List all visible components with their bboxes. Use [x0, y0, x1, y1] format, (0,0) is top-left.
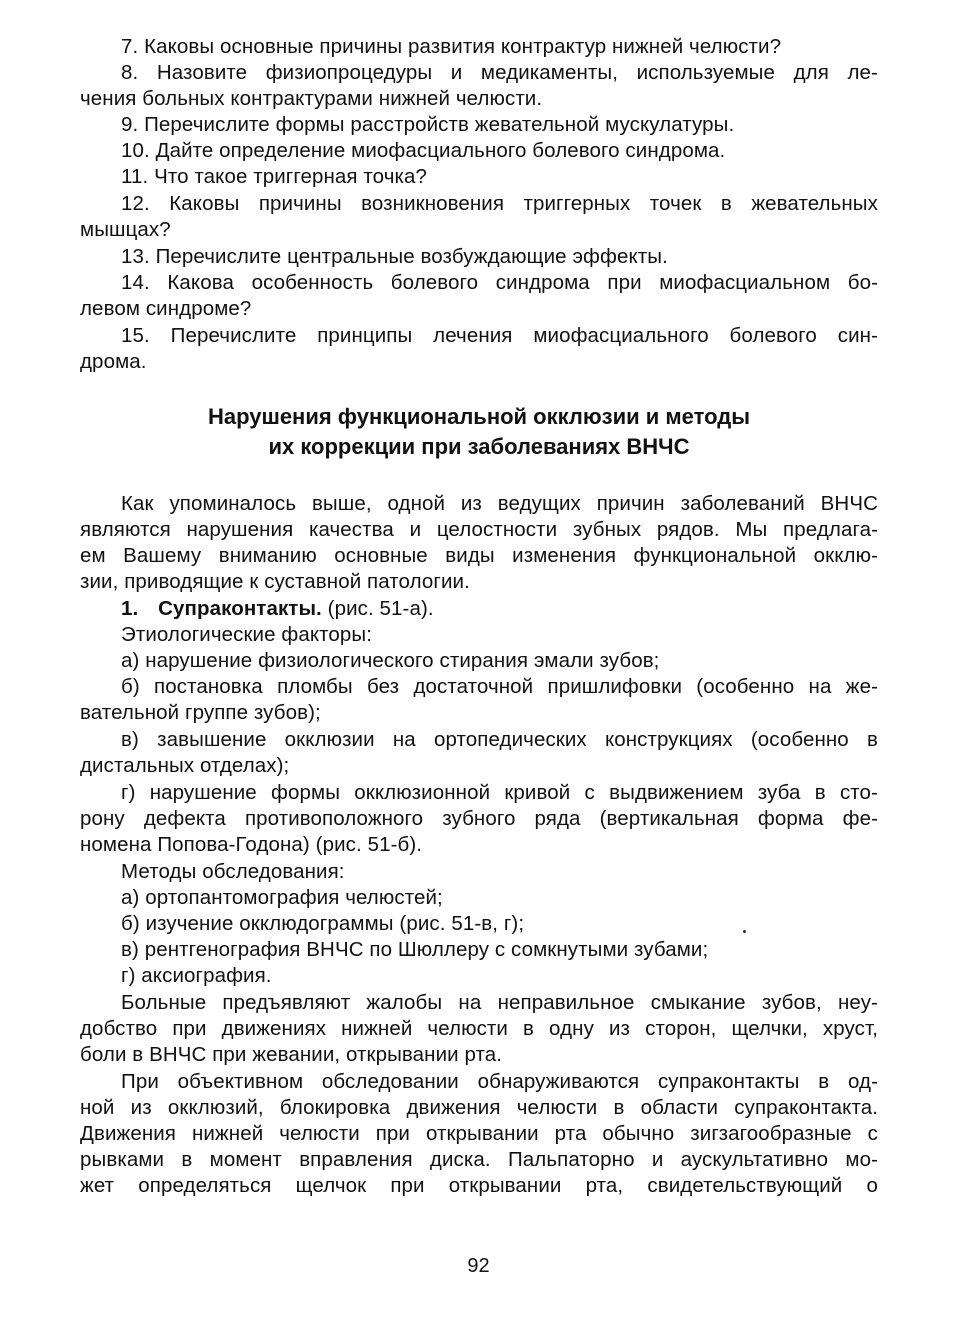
- etiology-item-b-line-1: б) постановка пломбы без достаточной пришлифовки (особенно на же-: [121, 675, 878, 698]
- etiology-item-b-line-2: вательной группе зубов);: [80, 701, 321, 724]
- question-13: 13. Перечислите центральные возбуждающие эффекты.: [121, 245, 668, 268]
- item-1-number: 1.: [121, 597, 139, 620]
- methods-item-v: в) рентгенография ВНЧС по Шюллеру с сомкнутыми зубами;: [121, 938, 709, 961]
- methods-item-g: г) аксиография.: [121, 964, 272, 987]
- etiology-item-a: а) нарушение физиологического стирания эмали зубов;: [121, 649, 660, 672]
- question-9: 9. Перечислите формы расстройств жевательной мускулатуры.: [121, 113, 735, 136]
- question-8-line-1: 8. Назовите физиопроцедуры и медикаменты, используемые для ле-: [121, 61, 878, 84]
- intro-line-4: зии, приводящие к суставной патологии.: [80, 570, 470, 593]
- methods-heading: Методы обследования:: [121, 860, 345, 883]
- question-12-line-1: 12. Каковы причины возникновения триггерных точек в жевательных: [121, 192, 878, 215]
- question-14-line-2: левом синдроме?: [80, 297, 252, 320]
- methods-item-a: а) ортопантомография челюстей;: [121, 886, 443, 909]
- exam-line-4: рывками в момент вправления диска. Пальпаторно и аускультативно мо-: [80, 1148, 878, 1171]
- section-heading-line-1: Нарушения функциональной окклюзии и методы: [207, 404, 751, 429]
- intro-line-3: ем Вашему вниманию основные виды изменения функциональной окклю-: [80, 544, 878, 567]
- etiology-heading: Этиологические факторы:: [121, 623, 373, 646]
- complaints-line-1: Больные предъявляют жалобы на неправильное смыкание зубов, неу-: [121, 991, 878, 1014]
- question-10: 10. Дайте определение миофасциального болевого синдрома.: [121, 139, 726, 162]
- intro-line-2: являются нарушения качества и целостности зубных рядов. Мы предлага-: [80, 518, 878, 541]
- complaints-line-2: добство при движениях нижней челюсти в одну из сторон, щелчки, хруст,: [80, 1017, 878, 1040]
- question-12-line-2: мышцах?: [80, 218, 171, 241]
- exam-line-5: жет определяться щелчок при открывании рта, свидетельствующий о: [80, 1174, 878, 1197]
- section-heading-line-2: их коррекции при заболеваниях ВНЧС: [268, 434, 690, 459]
- item-1-heading: [121, 596, 878, 622]
- question-7: 7. Каковы основные причины развития контрактур нижней челюсти?: [121, 35, 782, 58]
- etiology-item-g-line-1: г) нарушение формы окклюзионной кривой с выдвижением зуба в сто-: [121, 781, 878, 804]
- question-11: 11. Что такое триггерная точка?: [121, 165, 428, 188]
- item-1-figure-ref: (рис. 51-а).: [321, 597, 434, 620]
- exam-line-3: Движения нижней челюсти при открывании рта обычно зигзагообразные с: [80, 1122, 878, 1145]
- page-number: 92: [467, 1255, 490, 1277]
- question-15-line-2: дрома.: [80, 350, 147, 373]
- question-8-line-2: чения больных контрактурами нижней челюсти.: [80, 87, 543, 110]
- complaints-line-3: боли в ВНЧС при жевании, открывании рта.: [80, 1043, 503, 1066]
- scan-speck: [743, 930, 746, 933]
- question-15-line-1: 15. Перечислите принципы лечения миофасциального болевого син-: [121, 324, 878, 347]
- methods-item-b: б) изучение окклюдограммы (рис. 51-в, г);: [121, 912, 525, 935]
- item-1-title: Супраконтакты.: [158, 597, 322, 620]
- etiology-item-v-line-2: дистальных отделах);: [80, 754, 290, 777]
- question-14-line-1: 14. Какова особенность болевого синдрома при миофасциальном бо-: [121, 271, 878, 294]
- etiology-item-g-line-3: номена Попова-Годона) (рис. 51-б).: [80, 833, 423, 856]
- etiology-item-g-line-2: рону дефекта противоположного зубного ряда (вертикальная форма фе-: [80, 807, 878, 830]
- exam-line-2: ной из окклюзий, блокировка движения челюсти в области супраконтакта.: [80, 1096, 878, 1119]
- etiology-item-v-line-1: в) завышение окклюзии на ортопедических конструкциях (особенно в: [121, 728, 878, 751]
- intro-line-1: Как упоминалось выше, одной из ведущих причин заболеваний ВНЧС: [121, 492, 878, 515]
- exam-line-1: При объективном обследовании обнаруживаются супраконтакты в од-: [121, 1070, 878, 1093]
